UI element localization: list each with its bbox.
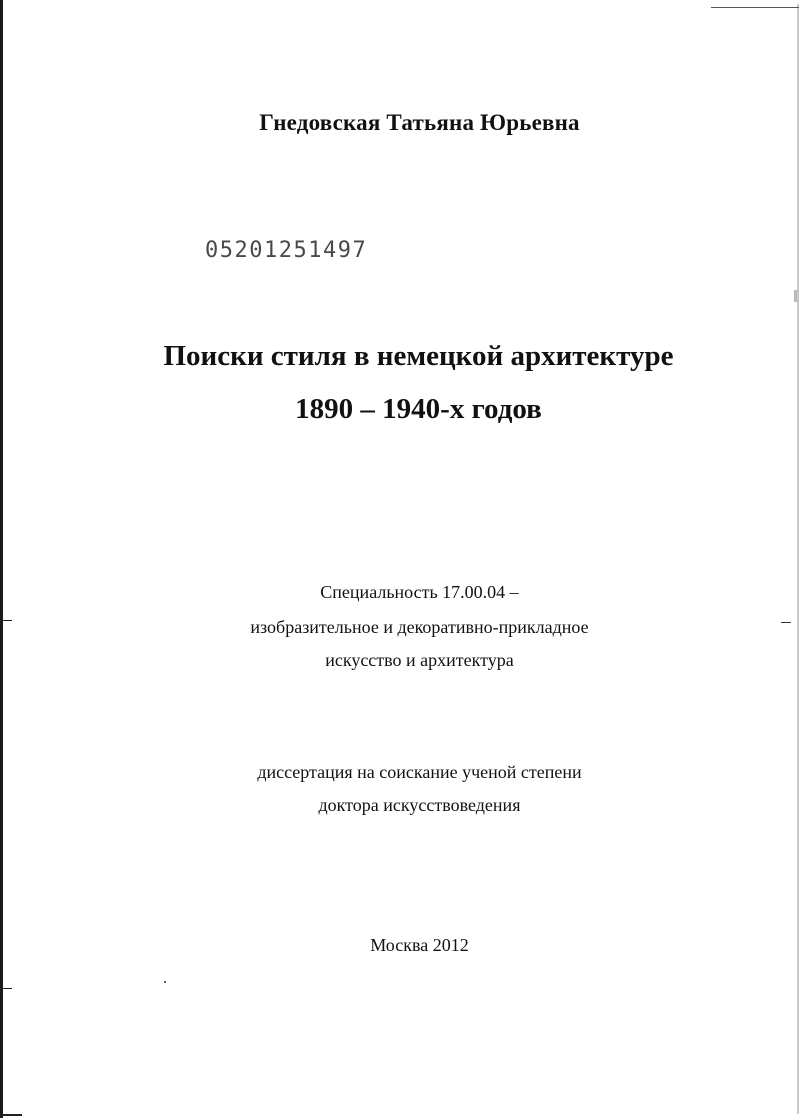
scan-edge-notch bbox=[0, 988, 12, 989]
degree-line-2: доктора искусствоведения bbox=[318, 795, 521, 815]
title-line-1: Поиски стиля в немецкой архитектуре bbox=[163, 340, 674, 372]
place-year: Москва 2012 bbox=[370, 935, 469, 955]
title-line-2: 1890 – 1940-х годов bbox=[295, 393, 542, 425]
scan-edge-notch bbox=[0, 620, 12, 621]
scan-edge-mark bbox=[794, 290, 797, 302]
specialty-line-1: Специальность 17.00.04 – bbox=[320, 582, 519, 602]
scan-edge-left bbox=[0, 0, 3, 1118]
scan-edge-bottom bbox=[0, 1114, 22, 1116]
degree-line-1: диссертация на соискание ученой степени bbox=[257, 762, 582, 782]
specialty-line-2: изобразительное и декоративно-прикладное bbox=[250, 617, 589, 637]
author-name: Гнедовская Татьяна Юрьевна bbox=[259, 110, 580, 135]
catalog-number: 05201251497 bbox=[205, 238, 368, 263]
specialty-line-3: искусство и архитектура bbox=[325, 650, 514, 670]
scan-speck bbox=[164, 981, 166, 983]
scan-edge-top bbox=[711, 7, 799, 8]
